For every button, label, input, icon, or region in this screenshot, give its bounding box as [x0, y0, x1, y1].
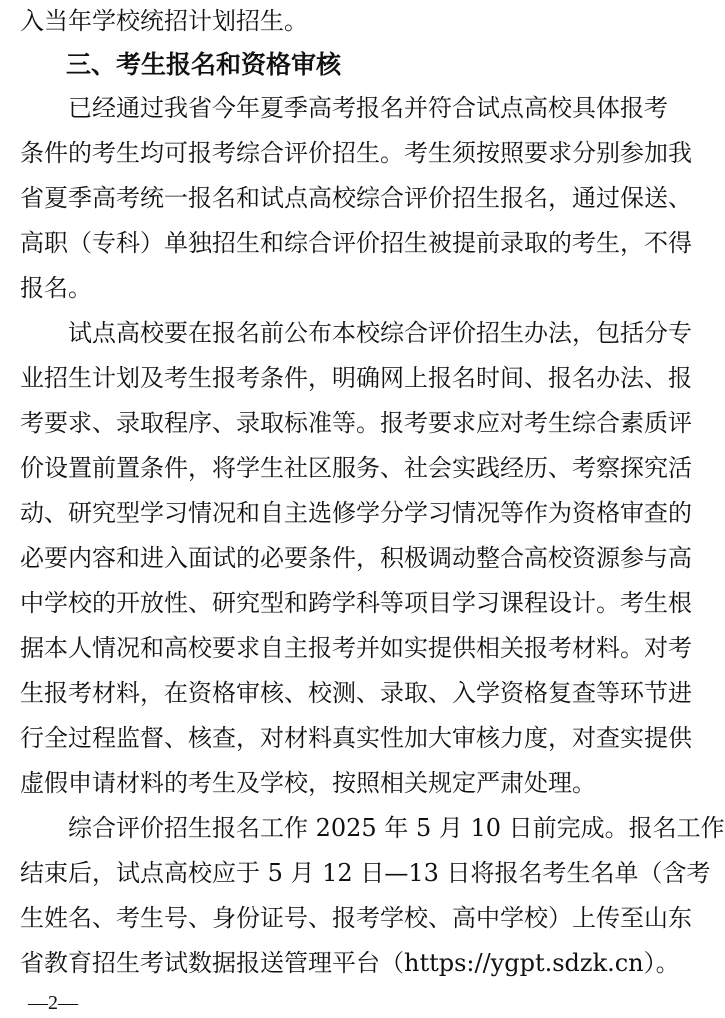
paragraph-line: 已经通过我省今年夏季高考报名并符合试点高校具体报考 [68, 94, 668, 122]
paragraph-line: 必要内容和进入面试的必要条件，积极调动整合高校资源参与高 [20, 544, 692, 572]
paragraph-line: 考要求、录取程序、录取标准等。报考要求应对考生综合素质评 [20, 409, 692, 437]
page-number: —2— [28, 992, 78, 1014]
paragraph-line: 价设置前置条件，将学生社区服务、社会实践经历、考察探究活 [20, 454, 692, 482]
section-heading: 三、考生报名和资格审核 [66, 50, 342, 79]
paragraph-line: 省夏季高考统一报名和试点高校综合评价招生报名，通过保送、 [20, 184, 692, 212]
paragraph-line: 结束后，试点高校应于 5 月 12 日—13 日将报名考生名单（含考 [20, 859, 710, 887]
paragraph-line: 报名。 [20, 274, 92, 302]
paragraph-line: 动、研究型学习情况和自主选修学分学习情况等作为资格审查的 [20, 499, 692, 527]
paragraph-line: 行全过程监督、核查，对材料真实性加大审核力度，对查实提供 [20, 724, 692, 752]
paragraph-line: 条件的考生均可报考综合评价招生。考生须按照要求分别参加我 [20, 139, 692, 167]
paragraph-line: 生姓名、考生号、身份证号、报考学校、高中学校）上传至山东 [20, 904, 692, 932]
paragraph-line: 据本人情况和高校要求自主报考并如实提供相关报考材料。对考 [20, 634, 692, 662]
paragraph-line: 试点高校要在报名前公布本校综合评价招生办法，包括分专 [68, 319, 692, 347]
paragraph-line: 业招生计划及考生报考条件，明确网上报名时间、报名办法、报 [20, 364, 692, 392]
paragraph-line: 入当年学校统招计划招生。 [20, 7, 308, 35]
paragraph-line: 生报考材料，在资格审核、校测、录取、入学资格复查等环节进 [20, 679, 692, 707]
paragraph-line: 综合评价招生报名工作 2025 年 5 月 10 日前完成。报名工作 [68, 814, 725, 842]
paragraph-line: 高职（专科）单独招生和综合评价招生被提前录取的考生，不得 [20, 229, 692, 257]
paragraph-line: 虚假申请材料的考生及学校，按照相关规定严肃处理。 [20, 769, 596, 797]
paragraph-line: 中学校的开放性、研究型和跨学科等项目学习课程设计。考生根 [20, 589, 692, 617]
paragraph-line: 省教育招生考试数据报送管理平台（https://ygpt.sdzk.cn）。 [20, 949, 680, 977]
